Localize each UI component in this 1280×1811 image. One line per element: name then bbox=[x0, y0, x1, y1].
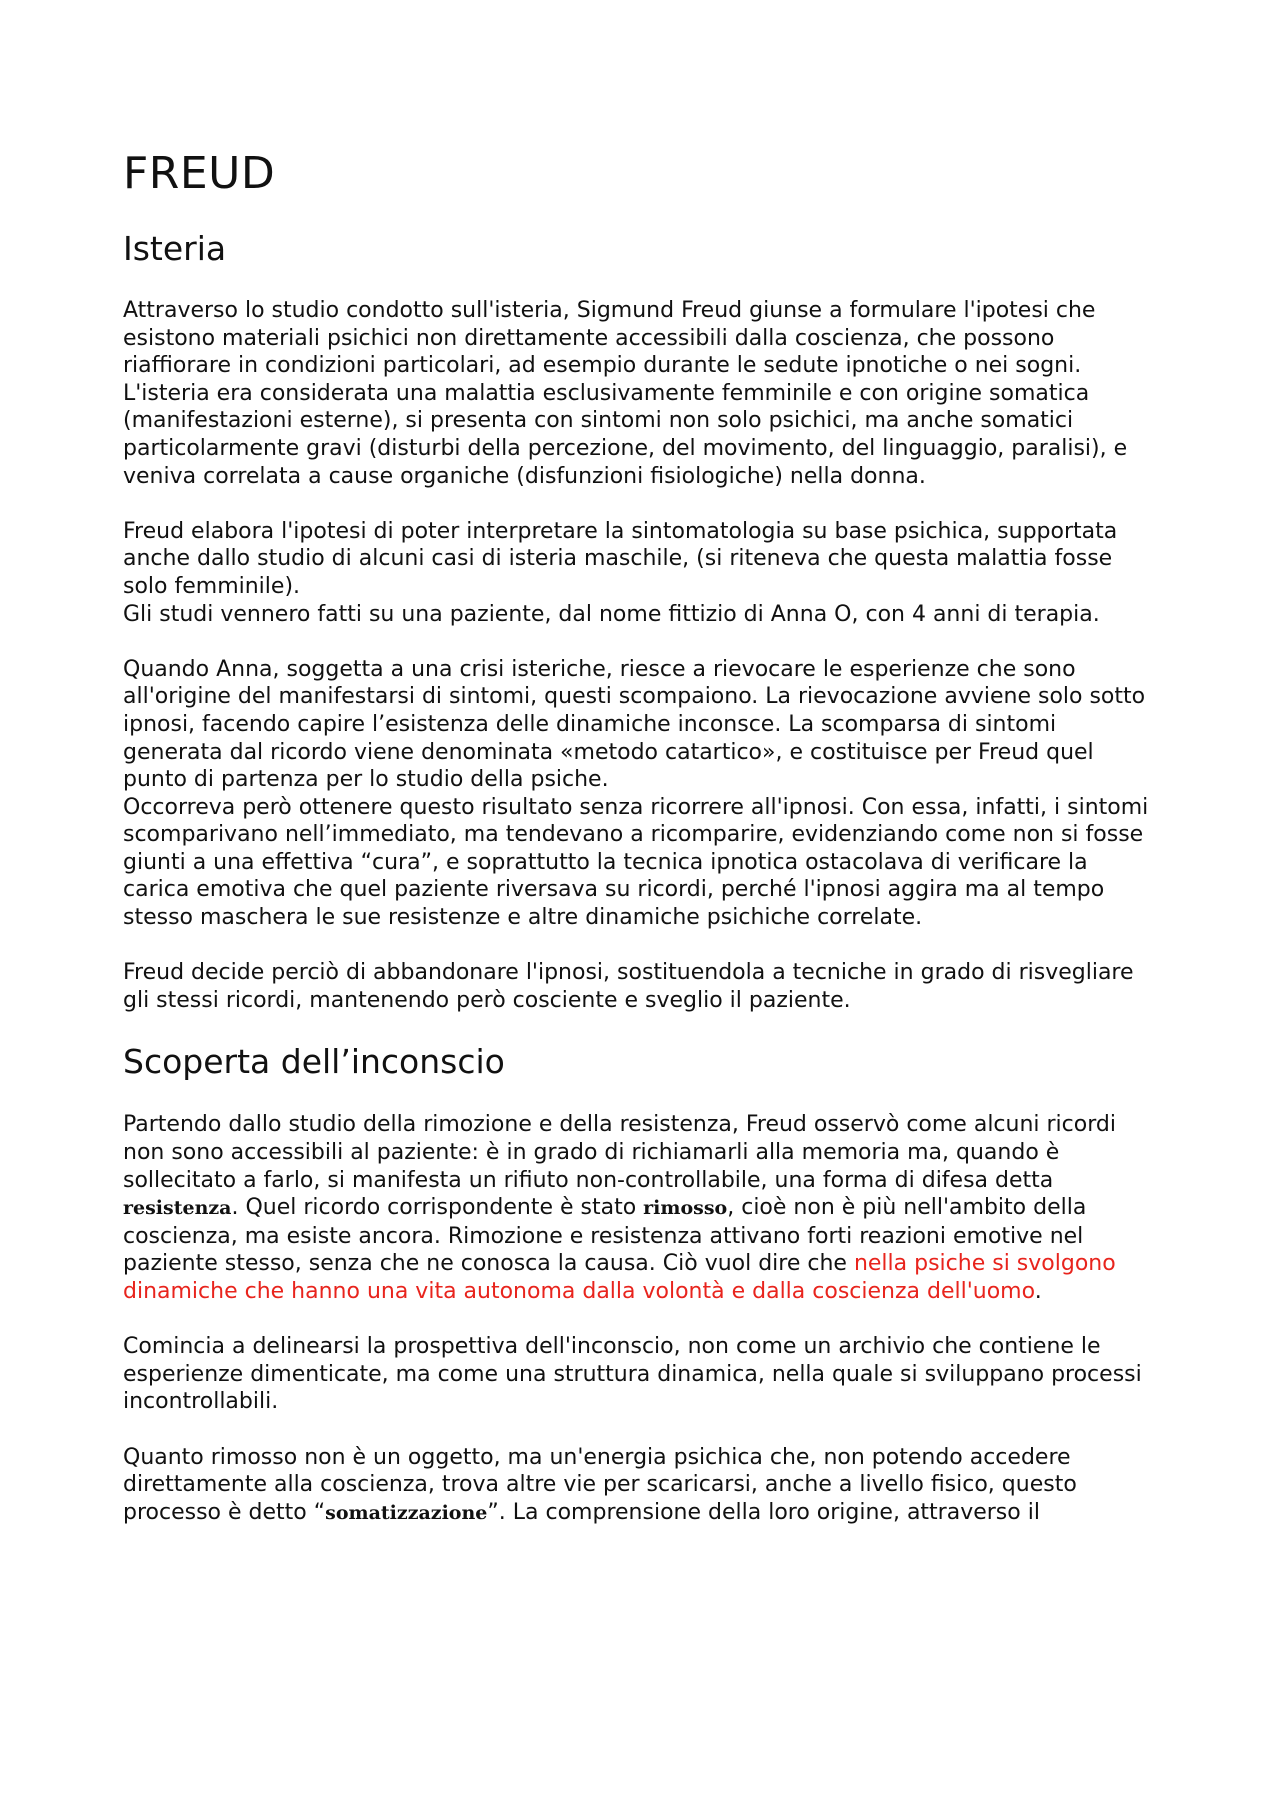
text-run: Quanto rimosso non è un oggetto, ma un'energia psichica che, non potendo accedere direttamente alla coscienza, trova altre vie per scaricarsi, anche a livello fisico, questo processo è detto “ bbox=[123, 1444, 1077, 1525]
paragraph: Occorreva però ottenere questo risultato senza ricorrere all'ipnosi. Con essa, infatti, i sintomi scomparivano nell’immediato, ma tendevano a ricomparire, evidenziando come non si fosse giunti a una effettiva “cura”, e soprattutto la tecnica ipnotica ostacolava di verificare la carica emotiva che quel paziente riversava su ricordi, perché l'ipnosi aggira ma al tempo stesso maschera le sue resistenze e altre dinamiche psichiche correlate. bbox=[123, 794, 1149, 931]
paragraph: L'isteria era considerata una malattia esclusivamente femminile e con origine somatica (manifestazioni esterne), si presenta con sintomi non solo psichici, ma anche somatici particolarmente gravi (disturbi della percezione, del movimento, del linguaggio, paralisi), e veniva correlata a cause organiche (disfunzioni fisiologiche) nella donna. bbox=[123, 380, 1128, 489]
paragraph: Quando Anna, soggetta a una crisi isteriche, riesce a rievocare le esperienze che sono all'origine del manifestarsi di sintomi, questi scompaiono. La rievocazione avviene solo sotto ipnosi, facendo capire l’esistenza delle dinamiche inconsce. La scomparsa di sintomi generata dal ricordo viene denominata «metodo catartico», e costituisce per Freud quel punto di partenza per lo studio della psiche. bbox=[123, 656, 1146, 793]
paragraph: Gli studi vennero fatti su una paziente, dal nome fittizio di Anna O, con 4 anni di terapia. bbox=[123, 601, 1100, 627]
paragraph bbox=[123, 1444, 1160, 1528]
paragraph bbox=[123, 1111, 1160, 1305]
paragraph: Freud elabora l'ipotesi di poter interpretare la sintomatologia su base psichica, supportata anche dallo studio di alcuni casi di isteria maschile, (si riteneva che questa malattia fosse solo femminile). bbox=[123, 518, 1118, 599]
text-run: , cioè non è più nell'ambito della coscienza, ma esiste ancora. Rimozione e resistenza attivano forti reazioni emotive nel paziente stesso, senza che ne conosca la causa. Ciò vuol dire che bbox=[123, 1195, 1087, 1277]
bold-term-rimosso: rimosso bbox=[643, 1197, 728, 1220]
text-run: ”. La comprensione della loro origine, attraverso il bbox=[487, 1499, 1040, 1525]
paragraph: Attraverso lo studio condotto sull'isteria, Sigmund Freud giunse a formulare l'ipotesi che esistono materiali psichici non direttamente accessibili dalla coscienza, che possono riaffiorare in condizioni particolari, ad esempio durante le sedute ipnotiche o nei sogni. bbox=[123, 298, 1096, 379]
highlighted-text: nella psiche si svolgono dinamiche che hanno una vita autonoma dalla volontà e dalla coscienza dell'uomo bbox=[123, 1251, 1116, 1304]
bold-term-somatizzazione: somatizzazione bbox=[325, 1501, 488, 1524]
section-inconscio bbox=[123, 1040, 1160, 1527]
bold-term-resistenza: resistenza bbox=[123, 1197, 232, 1220]
paragraph: Freud decide perciò di abbandonare l'ipnosi, sostituendola a tecniche in grado di risvegliare gli stessi ricordi, mantenendo però cosciente e sveglio il paziente. bbox=[123, 960, 1134, 1013]
document-title: FREUD bbox=[123, 148, 276, 199]
section-heading-inconscio: Scoperta dell’inconscio bbox=[123, 1042, 505, 1082]
text-run: . bbox=[1034, 1279, 1042, 1304]
section-isteria bbox=[123, 227, 1160, 1014]
text-run: Partendo dallo studio della rimozione e della resistenza, Freud osservò come alcuni ricordi non sono accessibili al paziente: è in grado di richiamarli alla memoria ma, quando è sollecitato a farlo, si manifesta un rifiuto non-controllabile, una forma di difesa detta bbox=[123, 1112, 1116, 1193]
paragraph: Comincia a delinearsi la prospettiva dell'inconscio, non come un archivio che contiene le esperienze dimenticate, ma come una struttura dinamica, nella quale si sviluppano processi incontrollabili. bbox=[123, 1334, 1142, 1415]
section-heading-isteria: Isteria bbox=[123, 229, 227, 268]
text-run: . Quel ricordo corrispondente è stato bbox=[231, 1195, 644, 1221]
